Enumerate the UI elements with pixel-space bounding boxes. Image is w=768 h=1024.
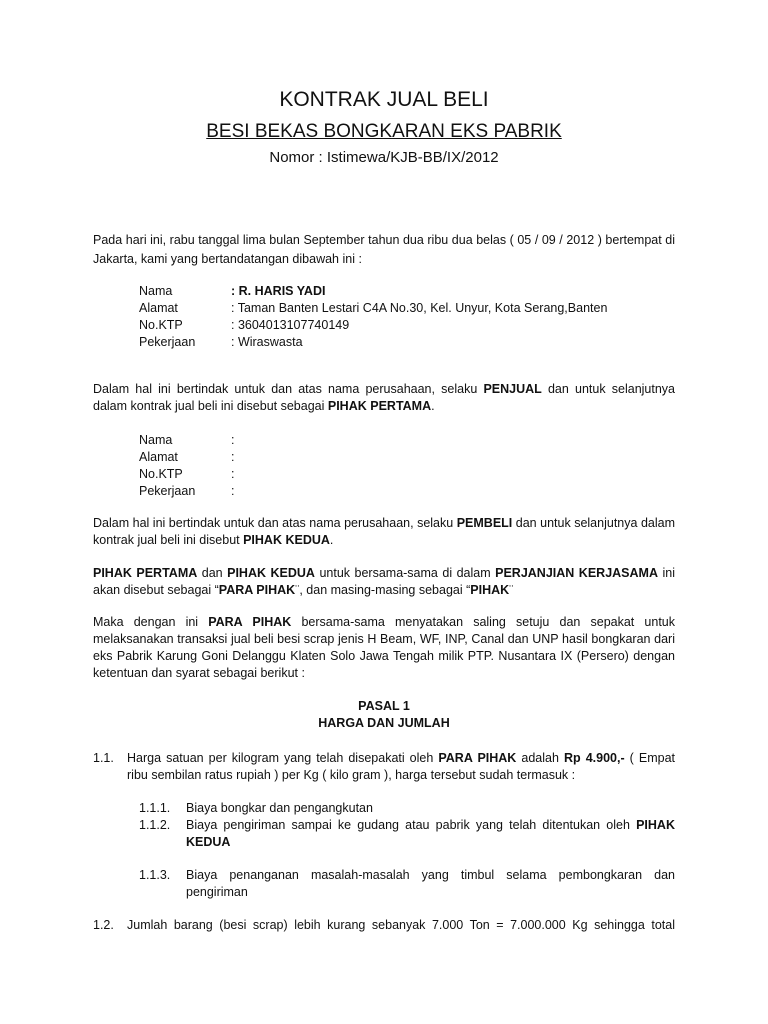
article-subheading: HARGA DAN JUMLAH (318, 716, 450, 730)
field-value: : (231, 484, 235, 498)
field-value: : (231, 433, 235, 447)
party-two-details (139, 432, 234, 500)
joint-parties-paragraph: PIHAK PERTAMA dan PIHAK KEDUA untuk bersama-sama di dalam PERJANJIAN KERJASAMA ini akan disebut sebagai “PARA PIHAK¨, dan masing-masing sebagai “PIHAK¨ (93, 566, 675, 597)
seller-paragraph: Dalam hal ini bertindak untuk dan atas nama perusahaan, selaku PENJUAL dan untuk selanjutnya dalam kontrak jual beli ini disebut sebagai PIHAK PERTAMA. (93, 382, 675, 413)
clause-number: 1.1. (93, 751, 114, 765)
field-label: Alamat (139, 301, 178, 315)
party-two-row (139, 466, 234, 483)
field-value: : 3604013107740149 (231, 318, 350, 332)
field-label: No.KTP (139, 318, 183, 332)
field-value: : Wiraswasta (231, 335, 303, 349)
field-label: Pekerjaan (139, 484, 196, 498)
party-one-row (139, 334, 607, 351)
subclause-text: Biaya pengiriman sampai ke gudang atau pabrik yang telah ditentukan oleh PIHAK KEDUA (186, 818, 675, 849)
field-value: : (231, 450, 235, 464)
document-title: KONTRAK JUAL BELI (279, 88, 489, 111)
document-subtitle: BESI BEKAS BONGKARAN EKS PABRIK (206, 121, 562, 142)
clause-number: 1.2. (93, 918, 114, 932)
field-label: Nama (139, 284, 173, 298)
buyer-paragraph: Dalam hal ini bertindak untuk dan atas nama perusahaan, selaku PEMBELI dan untuk selanjutnya dalam kontrak jual beli ini disebut PIHAK KEDUA. (93, 516, 675, 547)
field-label: Pekerjaan (139, 335, 196, 349)
field-label: Alamat (139, 450, 178, 464)
field-value: : (231, 467, 235, 481)
field-label: Nama (139, 433, 173, 447)
opening-paragraph: Pada hari ini, rabu tanggal lima bulan September tahun dua ribu dua belas ( 05 / 09 / 2012 ) bertempat di Jakarta, kami yang bertandatangan dibawah ini : (93, 233, 675, 266)
article-heading: PASAL 1 (358, 699, 410, 713)
field-value: : R. HARIS YADI (231, 284, 326, 298)
subclause-text: Biaya bongkar dan pengangkutan (186, 801, 373, 815)
clause-text: Jumlah barang (besi scrap) lebih kurang sebanyak 7.000 Ton = 7.000.000 Kg sehingga total (127, 918, 675, 932)
subclause-text: Biaya penanganan masalah-masalah yang timbul selama pembongkaran dan pengiriman (186, 868, 675, 899)
party-two-row (139, 483, 234, 500)
party-one-row (139, 300, 607, 317)
party-one-row (139, 317, 607, 334)
party-two-row (139, 432, 234, 449)
party-one-details (139, 283, 607, 351)
intro-paragraph: Maka dengan ini PARA PIHAK bersama-sama menyatakan saling setuju dan sepakat untuk melaksanakan transaksi jual beli besi scrap jenis H Beam, WF, INP, Canal dan UNP hasil bongkaran dari eks Pabrik Karung Goni Delanggu Klaten Solo Jawa Tengah milik PTP. Nusantara IX (Persero) dengan ketentuan dan syarat sebagai berikut : (93, 615, 675, 680)
subclause-number: 1.1.3. (139, 868, 171, 882)
party-one-row (139, 283, 607, 300)
document-number: Nomor : Istimewa/KJB-BB/IX/2012 (269, 149, 499, 166)
field-label: No.KTP (139, 467, 183, 481)
party-two-row (139, 449, 234, 466)
subclause-number: 1.1.1. (139, 801, 171, 815)
clause-text: Harga satuan per kilogram yang telah disepakati oleh PARA PIHAK adalah Rp 4.900,- ( Empat ribu sembilan ratus rupiah ) per Kg ( kilo gram ), harga tersebut sudah termasuk : (127, 751, 675, 782)
subclause-number: 1.1.2. (139, 818, 171, 832)
field-value: : Taman Banten Lestari C4A No.30, Kel. Unyur, Kota Serang,Banten (231, 301, 608, 315)
